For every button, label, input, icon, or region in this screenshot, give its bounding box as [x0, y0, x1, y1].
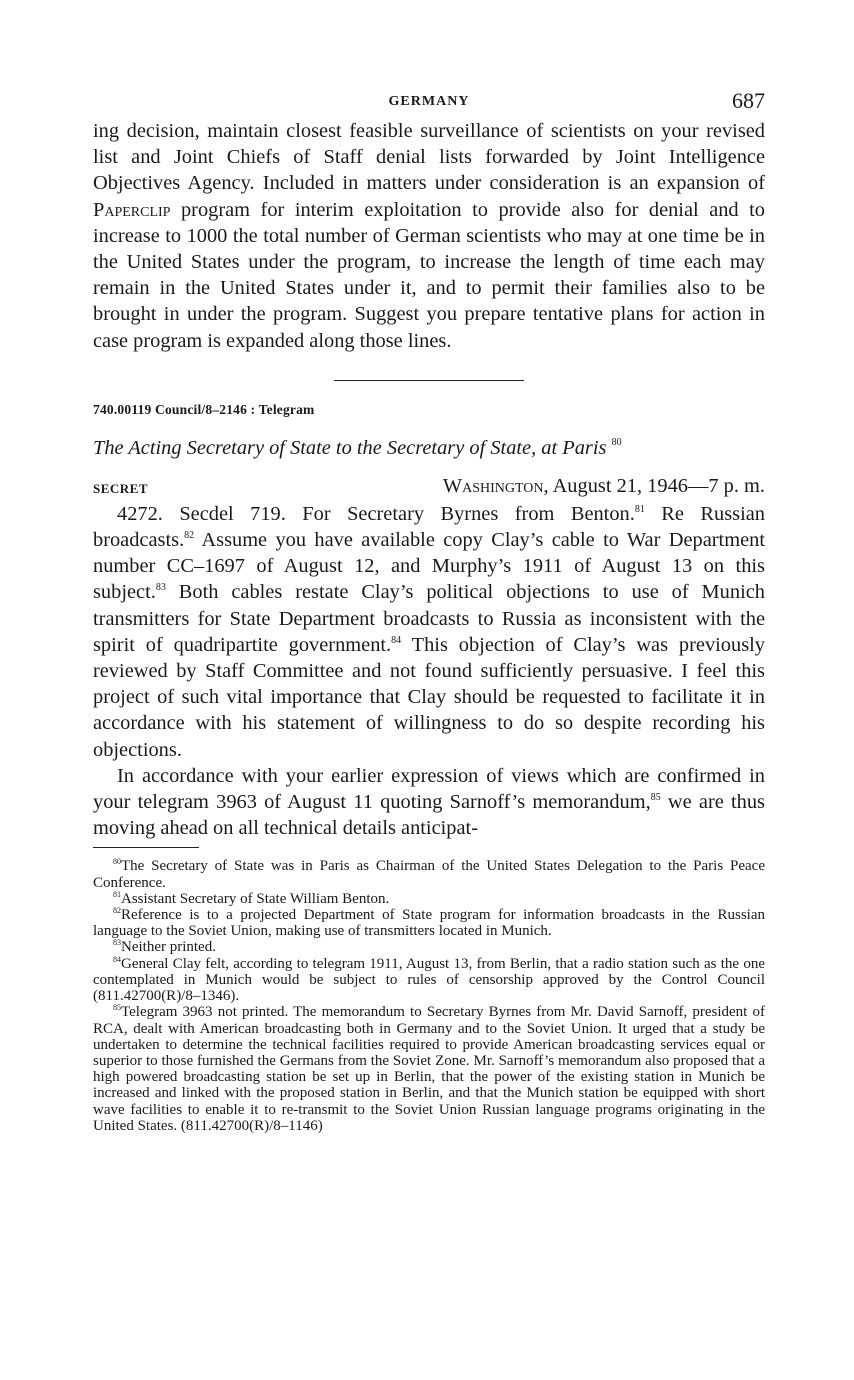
footnote-ref: 82 [184, 530, 195, 542]
continuation-text-after: program for interim exploitation to provide also for denial and to increase to 1000 the total number of German scientists who may at one time be in the United States under the program, to increase the length of time each may remain in the United States under it, and to permit their families also to be brought in under the program. Suggest you prepare tentative plans for action in case program is expanded along those lines. [93, 198, 765, 352]
footnote-text: Telegram 3963 not printed. The memorandum to Secretary Byrnes from Mr. David Sarnoff, president of RCA, dealt with American broadcasting both in Germany and to the Soviet Union. It urged that a study be undertaken to determine the technical facilities required to provide American broadcasting services equal or superior to those furnished the Germans from the Soviet Zone. Mr. Sarnoff’s memorandum also proposed that a high powered broadcasting station be set up in Berlin, that the power of the existing station in Munich be increased and linked with the proposed station in Berlin, and that the Munich station be equipped with short wave facilities to enable it to re-transmit to the Soviet Union Russian language programs originating in the United States. (811.42700(R)/8–1146) [93, 1004, 765, 1134]
paragraph-text: 4272. Secdel 719. For Secretary Byrnes from Benton. [117, 502, 635, 525]
date-line [443, 475, 765, 498]
dateline [93, 475, 765, 501]
classification-label: SECRET [93, 480, 149, 496]
footnote-text: Reference is to a projected Department of State program for information broadcasts in the Russian language to the Soviet Union, making use of transmitters located in Munich. [93, 907, 765, 940]
footnote-ref: 84 [391, 634, 402, 646]
paragraph-text: This objection of Clay’s was previously reviewed by Staff Committee and not found sufficiently persuasive. I feel this project of such vital importance that Clay should be requested to facilitate it in accordance with his statement of willingness to do so despite recording his objections. [93, 633, 765, 761]
continuation-paragraph [93, 118, 765, 354]
footnote-80 [93, 858, 765, 890]
footnote-text: General Clay felt, according to telegram 1911, August 13, from Berlin, that a radio station such as the one contemplated in Munich would be subject to rules of censorship approved by the Control Council (811.42700(R)/8–1346). [93, 955, 765, 1005]
footnote-number: 80 [113, 857, 121, 867]
footnote-rule [93, 847, 199, 848]
footnote-number: 82 [113, 906, 121, 916]
section-divider [334, 380, 524, 381]
footnote-ref: 85 [650, 792, 661, 804]
footnote-ref: 83 [155, 582, 166, 594]
telegram-paragraph-2 [93, 763, 765, 842]
footnote-number: 84 [113, 954, 121, 964]
footnote-number: 81 [113, 889, 121, 899]
footnote-number: 85 [113, 1003, 121, 1013]
continuation-text-before: ing decision, maintain closest feasible surveillance of scientists on your revised list and Joint Chiefs of Staff denial lists forwarded by Joint Intelligence Objectives Agency. Included in matters under consideration is an expansion of [93, 120, 765, 195]
footnote-ref: 81 [634, 503, 645, 515]
place-name: Washington [442, 474, 544, 497]
paragraph-text: Assume you have available copy Clay’s cable to War Department number CC–1697 of August 12, and Murphy’s 1911 of August 13 on this subject. [93, 529, 765, 604]
program-name: Paperclip [93, 198, 171, 221]
document-file-number: 740.00119 Council/8–2146 : Telegram [93, 401, 315, 417]
footnote-text: Neither printed. [121, 939, 216, 956]
footnote-text: The Secretary of State was in Paris as Chairman of the United States Delegation to the Paris Peace Conference. [93, 858, 765, 891]
footnote-number: 83 [113, 938, 121, 948]
footnote-83 [93, 939, 765, 955]
title-footnote-ref: 80 [611, 436, 622, 448]
paragraph-text: In accordance with your earlier expression of views which are confirmed in your telegram 3963 of August 11 quoting Sarnoff’s memorandum, [93, 764, 765, 814]
paragraph-text: Both cables restate Clay’s political objections to use of Munich transmitters for State Department broadcasts to Russia as inconsistent with the spirit of quadripartite government. [93, 581, 765, 656]
footnote-82 [93, 907, 765, 939]
document-page [93, 88, 765, 1134]
telegram-paragraph-1 [93, 501, 765, 763]
paragraph-text: Re Russian broadcasts. [93, 502, 765, 552]
footnote-85 [93, 1004, 765, 1134]
date-time: , August 21, 1946—7 p. m. [543, 474, 765, 497]
paragraph-text: we are thus moving ahead on all technical details anticipat- [93, 791, 765, 840]
document-title [93, 430, 765, 461]
running-title: GERMANY [388, 94, 470, 109]
document-title-text: The Acting Secretary of State to the Secretary of State, at Paris [93, 436, 607, 459]
footnote-text: Assistant Secretary of State William Benton. [121, 890, 390, 907]
footnote-81 [93, 891, 765, 907]
page-number: 687 [732, 88, 765, 113]
running-head [93, 88, 765, 118]
footnote-84 [93, 956, 765, 1005]
footnotes [93, 858, 765, 1133]
